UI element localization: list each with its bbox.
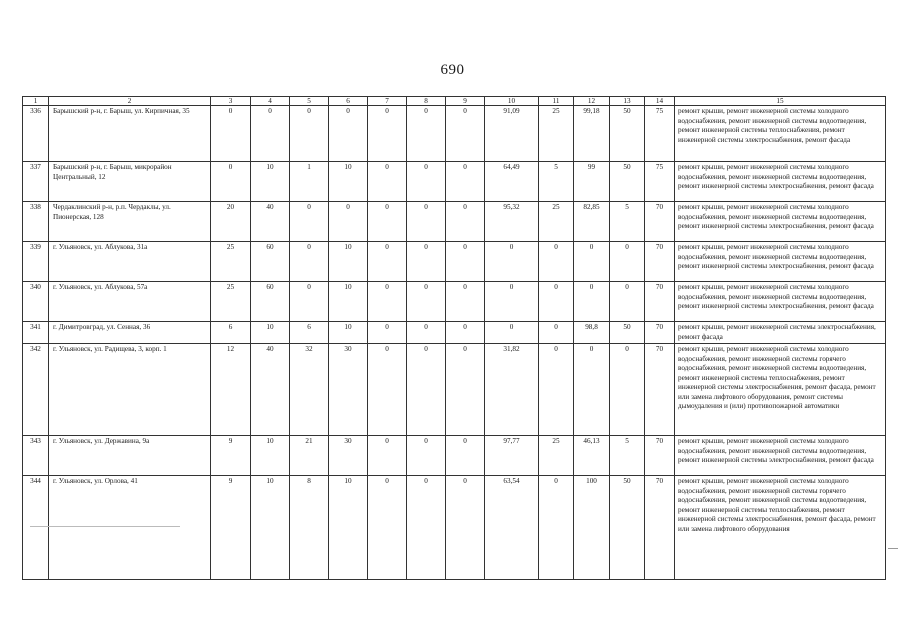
value-cell: 25 [539, 106, 574, 162]
value-cell: 5 [610, 202, 645, 242]
value-cell: 0 [539, 344, 574, 436]
value-cell: 0 [574, 242, 610, 282]
value-cell: 20 [211, 202, 251, 242]
value-cell: 0 [407, 344, 446, 436]
value-cell: 9 [211, 436, 251, 476]
value-cell: 0 [446, 106, 485, 162]
value-cell: 0 [407, 282, 446, 322]
row-number-cell: 343 [23, 436, 49, 476]
row-number-cell: 336 [23, 106, 49, 162]
value-cell: 99,18 [574, 106, 610, 162]
value-cell: 10 [329, 282, 368, 322]
value-cell: 0 [368, 106, 407, 162]
column-header: 8 [407, 97, 446, 106]
table-row [23, 106, 886, 162]
value-cell: 0 [610, 242, 645, 282]
work-types-cell: ремонт крыши, ремонт инженерной системы холодного водоснабжения, ремонт инженерной системы водоотведения, ремонт инженерной системы электроснабжения, ремонт фасада [675, 202, 886, 242]
value-cell: 25 [211, 242, 251, 282]
value-cell: 32 [290, 344, 329, 436]
value-cell: 0 [251, 106, 290, 162]
value-cell: 95,32 [485, 202, 539, 242]
value-cell: 5 [610, 436, 645, 476]
scan-artifact-right [888, 548, 898, 549]
row-number-cell: 339 [23, 242, 49, 282]
value-cell: 0 [407, 476, 446, 580]
work-types-cell: ремонт крыши, ремонт инженерной системы холодного водоснабжения, ремонт инженерной системы водоотведения, ремонт инженерной системы электроснабжения, ремонт фасада [675, 162, 886, 202]
page-number: 690 [440, 62, 465, 78]
value-cell: 0 [290, 202, 329, 242]
value-cell: 0 [368, 242, 407, 282]
work-types-cell: ремонт крыши, ремонт инженерной системы холодного водоснабжения, ремонт инженерной системы водоотведения, ремонт инженерной системы электроснабжения, ремонт фасада [675, 242, 886, 282]
value-cell: 0 [446, 282, 485, 322]
column-header: 5 [290, 97, 329, 106]
column-header: 11 [539, 97, 574, 106]
value-cell: 70 [645, 322, 675, 344]
value-cell: 30 [329, 436, 368, 476]
value-cell: 6 [290, 322, 329, 344]
address-cell: г. Ульяновск, ул. Орлова, 41 [49, 476, 211, 580]
value-cell: 0 [290, 106, 329, 162]
work-types-cell: ремонт крыши, ремонт инженерной системы холодного водоснабжения, ремонт инженерной системы горячего водоснабжения, ремонт инженерной системы водоотведения, ремонт инженерной системы теплоснабжения, ремонт инженерной системы электроснабжения, ремонт фасада, ремонт или замена лифтового оборудования, ремонт системы дымоудаления и (или) противопожарной автоматики [675, 344, 886, 436]
column-header: 14 [645, 97, 675, 106]
value-cell: 50 [610, 322, 645, 344]
value-cell: 60 [251, 282, 290, 322]
value-cell: 30 [329, 344, 368, 436]
table-body [23, 97, 886, 580]
value-cell: 25 [539, 436, 574, 476]
value-cell: 10 [251, 436, 290, 476]
value-cell: 0 [539, 282, 574, 322]
value-cell: 75 [645, 106, 675, 162]
value-cell: 0 [446, 344, 485, 436]
work-types-cell: ремонт крыши, ремонт инженерной системы холодного водоснабжения, ремонт инженерной системы водоотведения, ремонт инженерной системы теплоснабжения, ремонт инженерной системы электроснабжения, ремонт фасада [675, 106, 886, 162]
value-cell: 0 [539, 476, 574, 580]
value-cell: 0 [446, 476, 485, 580]
value-cell: 0 [446, 242, 485, 282]
address-cell: г. Ульяновск, ул. Аблукова, 57а [49, 282, 211, 322]
value-cell: 0 [211, 106, 251, 162]
row-number-cell: 344 [23, 476, 49, 580]
value-cell: 82,85 [574, 202, 610, 242]
value-cell: 99 [574, 162, 610, 202]
address-cell: г. Ульяновск, ул. Державина, 9а [49, 436, 211, 476]
table-row [23, 282, 886, 322]
value-cell: 6 [211, 322, 251, 344]
value-cell: 60 [251, 242, 290, 282]
column-header: 6 [329, 97, 368, 106]
row-number-cell: 340 [23, 282, 49, 322]
value-cell: 0 [368, 476, 407, 580]
value-cell: 10 [329, 242, 368, 282]
value-cell: 0 [368, 162, 407, 202]
table-row [23, 202, 886, 242]
address-cell: г. Димитровград, ул. Сенная, 36 [49, 322, 211, 344]
value-cell: 0 [446, 202, 485, 242]
value-cell: 50 [610, 162, 645, 202]
value-cell: 0 [329, 106, 368, 162]
value-cell: 0 [539, 242, 574, 282]
column-header: 4 [251, 97, 290, 106]
column-header: 7 [368, 97, 407, 106]
value-cell: 0 [485, 322, 539, 344]
table-row [23, 162, 886, 202]
value-cell: 31,82 [485, 344, 539, 436]
value-cell: 10 [329, 322, 368, 344]
value-cell: 0 [290, 242, 329, 282]
work-types-cell: ремонт крыши, ремонт инженерной системы холодного водоснабжения, ремонт инженерной системы водоотведения, ремонт инженерной системы электроснабжения, ремонт фасада [675, 436, 886, 476]
work-types-cell: ремонт крыши, ремонт инженерной системы электроснабжения, ремонт фасада [675, 322, 886, 344]
value-cell: 0 [574, 282, 610, 322]
value-cell: 25 [211, 282, 251, 322]
value-cell: 0 [407, 322, 446, 344]
value-cell: 0 [211, 162, 251, 202]
value-cell: 0 [368, 282, 407, 322]
table-row [23, 344, 886, 436]
value-cell: 0 [610, 344, 645, 436]
value-cell: 70 [645, 476, 675, 580]
value-cell: 0 [610, 282, 645, 322]
column-header: 15 [675, 97, 886, 106]
value-cell: 50 [610, 106, 645, 162]
value-cell: 10 [251, 476, 290, 580]
value-cell: 0 [329, 202, 368, 242]
address-cell: г. Ульяновск, ул. Аблукова, 31а [49, 242, 211, 282]
value-cell: 0 [407, 162, 446, 202]
value-cell: 0 [407, 436, 446, 476]
value-cell: 10 [329, 162, 368, 202]
address-cell: Барышский р-н, г. Барыш, ул. Кирпичная, 35 [49, 106, 211, 162]
column-header: 13 [610, 97, 645, 106]
value-cell: 0 [407, 202, 446, 242]
value-cell: 0 [539, 322, 574, 344]
value-cell: 0 [368, 436, 407, 476]
value-cell: 0 [368, 202, 407, 242]
row-number-cell: 341 [23, 322, 49, 344]
value-cell: 0 [446, 162, 485, 202]
value-cell: 0 [407, 106, 446, 162]
value-cell: 46,13 [574, 436, 610, 476]
value-cell: 50 [610, 476, 645, 580]
value-cell: 0 [574, 344, 610, 436]
table-header-row [23, 97, 886, 106]
value-cell: 98,8 [574, 322, 610, 344]
work-types-cell: ремонт крыши, ремонт инженерной системы холодного водоснабжения, ремонт инженерной системы водоотведения, ремонт инженерной системы электроснабжения, ремонт фасада [675, 282, 886, 322]
value-cell: 70 [645, 436, 675, 476]
value-cell: 40 [251, 344, 290, 436]
value-cell: 91,09 [485, 106, 539, 162]
table-row [23, 242, 886, 282]
address-cell: Чердаклинский р-н, р.п. Чердаклы, ул. Пионерская, 128 [49, 202, 211, 242]
value-cell: 0 [407, 242, 446, 282]
value-cell: 0 [446, 322, 485, 344]
value-cell: 0 [368, 344, 407, 436]
row-number-cell: 338 [23, 202, 49, 242]
value-cell: 10 [251, 322, 290, 344]
value-cell: 8 [290, 476, 329, 580]
value-cell: 0 [368, 322, 407, 344]
table-row [23, 476, 886, 580]
table-row [23, 436, 886, 476]
row-number-cell: 342 [23, 344, 49, 436]
work-types-cell: ремонт крыши, ремонт инженерной системы холодного водоснабжения, ремонт инженерной системы горячего водоснабжения, ремонт инженерной системы водоотведения, ремонт инженерной системы теплоснабжения, ремонт инженерной системы электроснабжения, ремонт фасада, ремонт или замена лифтового оборудования [675, 476, 886, 580]
value-cell: 100 [574, 476, 610, 580]
value-cell: 0 [485, 282, 539, 322]
value-cell: 0 [290, 282, 329, 322]
value-cell: 0 [485, 242, 539, 282]
value-cell: 21 [290, 436, 329, 476]
value-cell: 97,77 [485, 436, 539, 476]
value-cell: 10 [329, 476, 368, 580]
address-cell: Барышский р-н, г. Барыш, микрорайон Центральный, 12 [49, 162, 211, 202]
value-cell: 70 [645, 344, 675, 436]
column-header: 3 [211, 97, 251, 106]
address-cell: г. Ульяновск, ул. Радищева, 3, корп. 1 [49, 344, 211, 436]
column-header: 9 [446, 97, 485, 106]
value-cell: 70 [645, 202, 675, 242]
value-cell: 75 [645, 162, 675, 202]
column-header: 10 [485, 97, 539, 106]
value-cell: 70 [645, 242, 675, 282]
scan-artifact-left [30, 526, 180, 527]
column-header: 12 [574, 97, 610, 106]
capital-repair-table [22, 96, 886, 580]
value-cell: 9 [211, 476, 251, 580]
value-cell: 25 [539, 202, 574, 242]
value-cell: 0 [446, 436, 485, 476]
value-cell: 40 [251, 202, 290, 242]
row-number-cell: 337 [23, 162, 49, 202]
value-cell: 10 [251, 162, 290, 202]
column-header: 2 [49, 97, 211, 106]
value-cell: 1 [290, 162, 329, 202]
value-cell: 12 [211, 344, 251, 436]
value-cell: 70 [645, 282, 675, 322]
value-cell: 63,54 [485, 476, 539, 580]
value-cell: 5 [539, 162, 574, 202]
table-row [23, 322, 886, 344]
column-header: 1 [23, 97, 49, 106]
value-cell: 64,49 [485, 162, 539, 202]
